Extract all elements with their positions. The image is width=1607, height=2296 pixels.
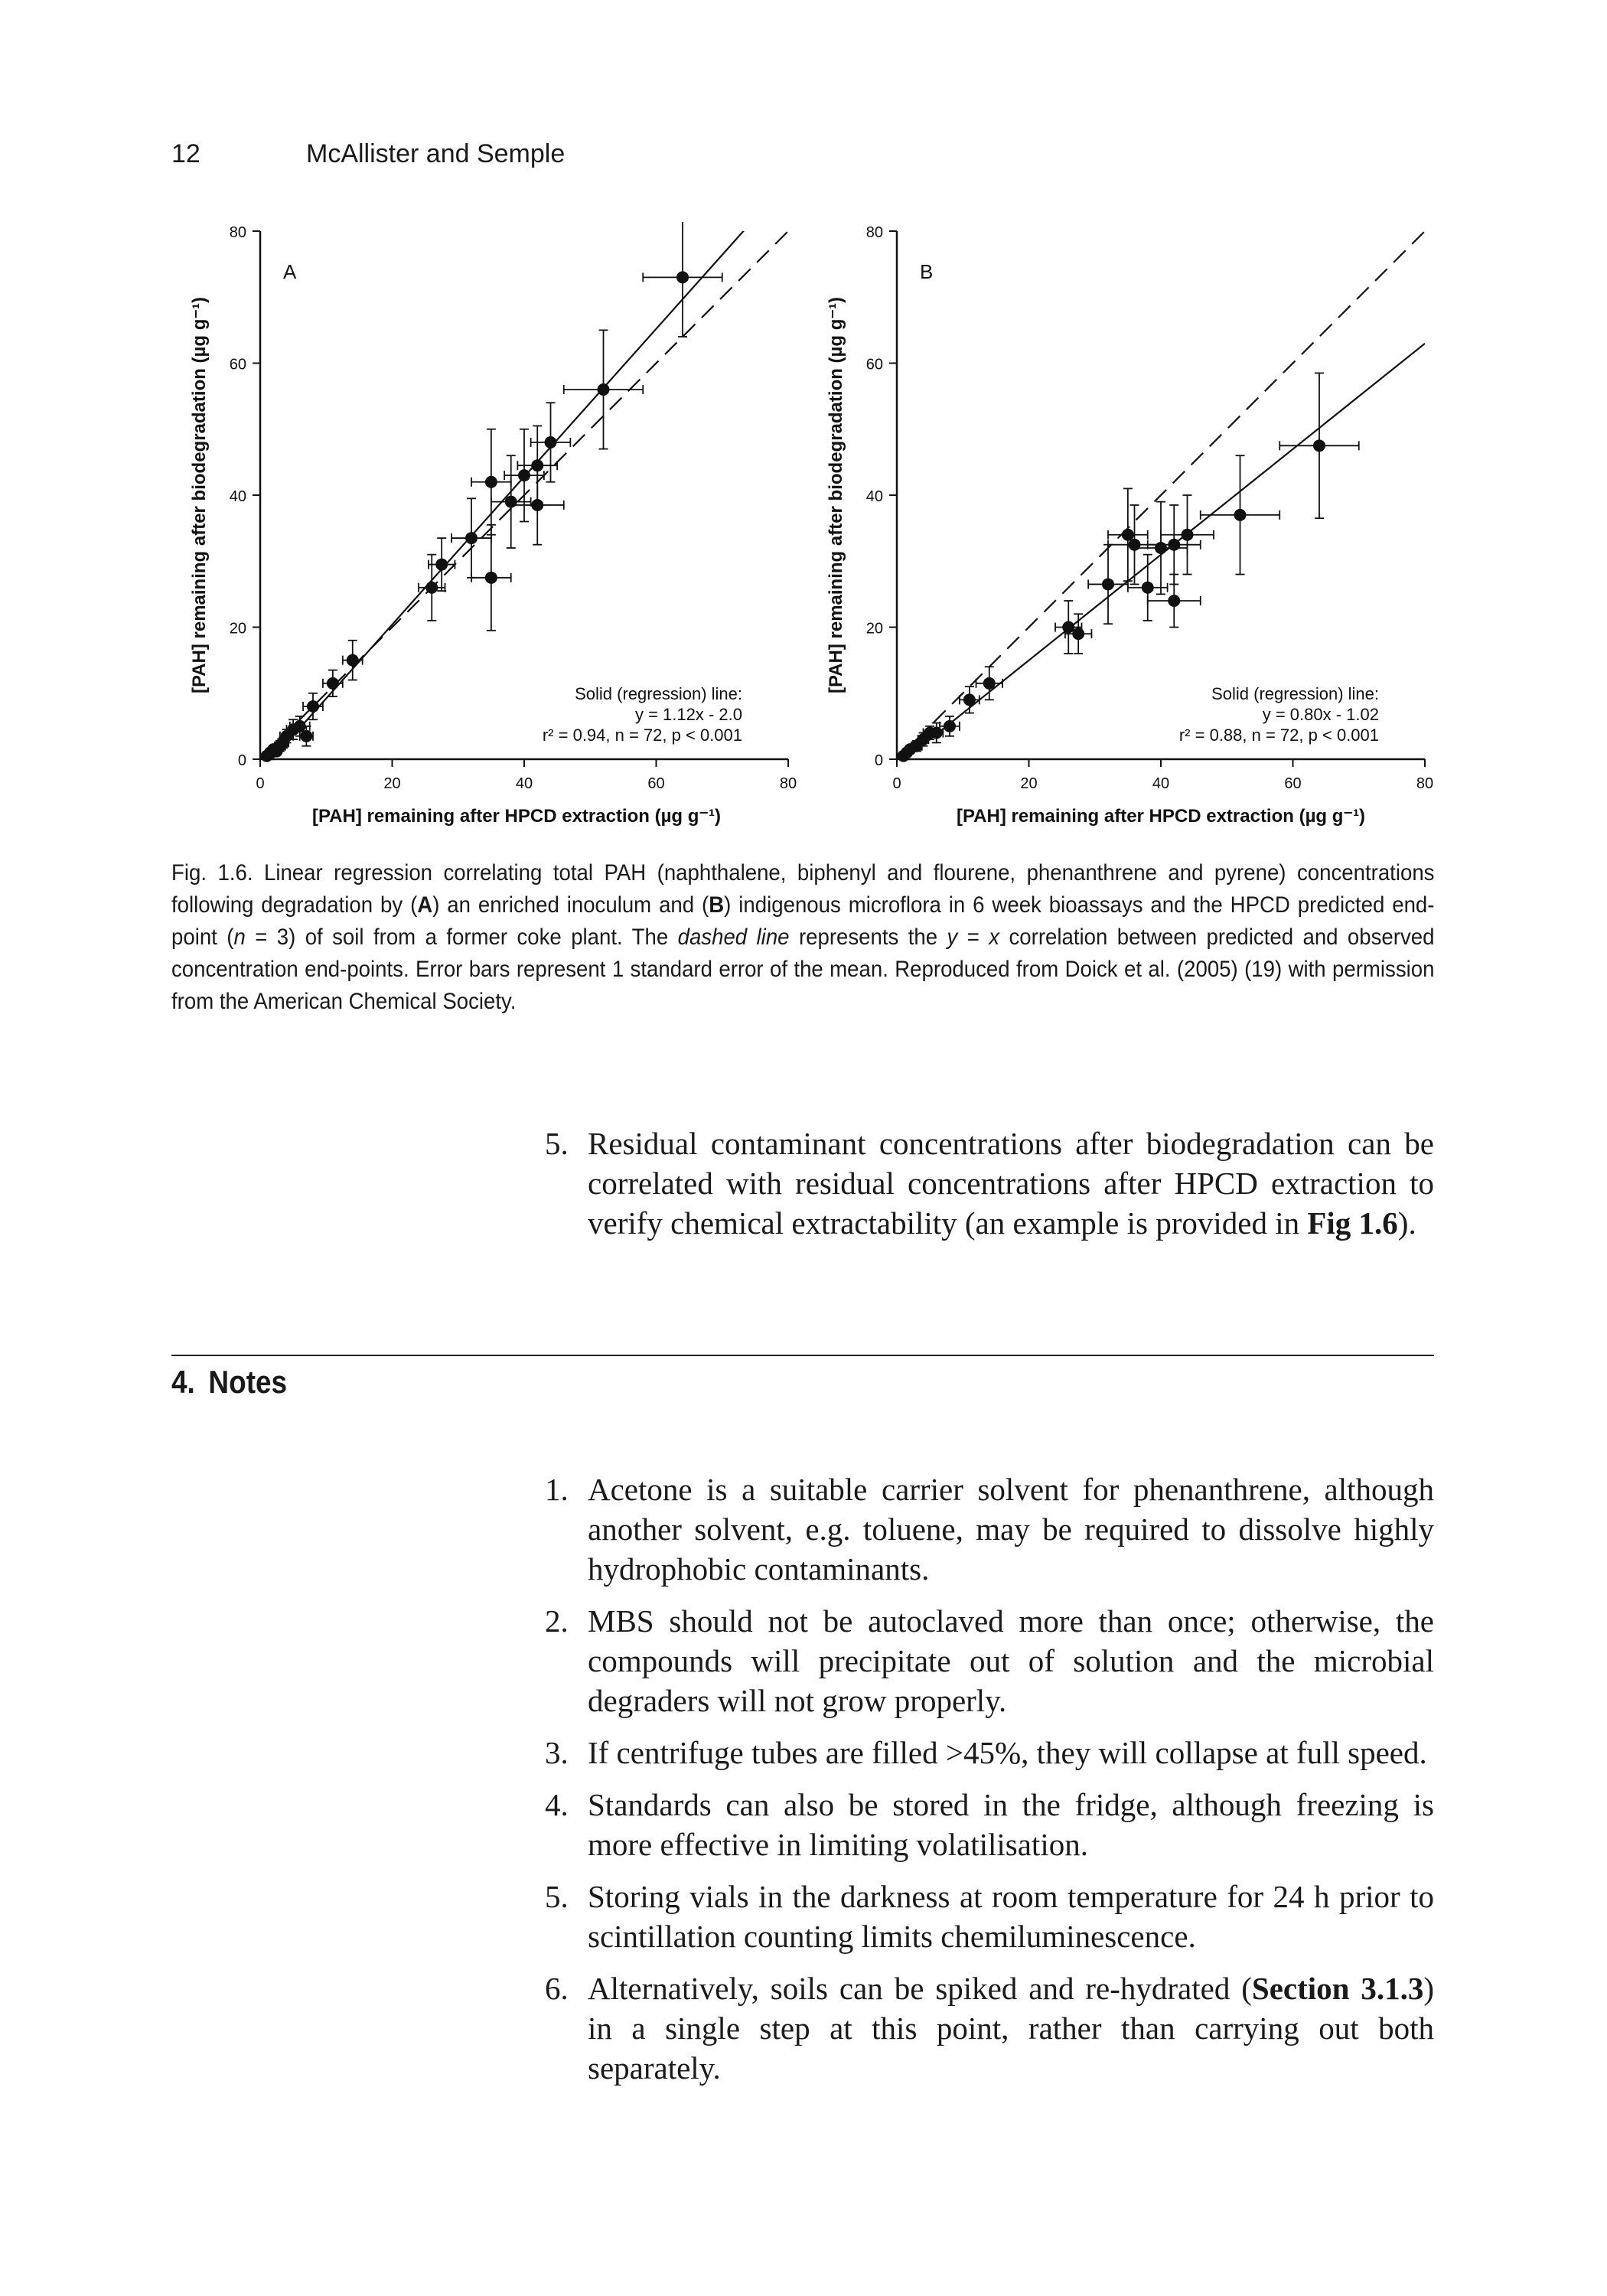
data-point xyxy=(1201,455,1280,574)
regression-annotation: Solid (regression) line: xyxy=(575,684,742,703)
notes-list xyxy=(545,1469,1434,2100)
x-tick-label: 20 xyxy=(383,775,401,792)
caption-run: Fig. 1.6. Linear regression correlating total PAH (naphthalene, biphenyl and flourene, phenanthrene and pyrene) concentrations following degradation by ( xyxy=(171,860,1435,918)
note-item xyxy=(545,1785,1434,1864)
caption-run: dashed line xyxy=(677,925,790,950)
data-point xyxy=(1108,488,1148,581)
note-item-text xyxy=(588,1787,1434,1862)
scatter-point xyxy=(983,677,996,690)
panel-label: B xyxy=(920,260,934,283)
procedure-item xyxy=(545,1124,1434,1243)
caption-run: x xyxy=(989,925,1000,950)
data-point xyxy=(471,525,511,631)
x-tick-label: 80 xyxy=(1416,775,1434,792)
x-tick-label: 60 xyxy=(1284,775,1302,792)
scatter-point xyxy=(327,677,339,690)
caption-run: A xyxy=(417,892,433,918)
note-item-number: 5. xyxy=(545,1879,569,1914)
note-item xyxy=(545,1469,1434,1589)
caption-run: n xyxy=(233,925,246,950)
procedure-item-text xyxy=(588,1126,1434,1241)
procedure-list xyxy=(545,1124,1434,1255)
section-number: 4. xyxy=(171,1364,195,1400)
caption-run: represents the xyxy=(789,925,947,950)
caption-run: ) an enriched inoculum and ( xyxy=(432,892,709,918)
chart-panel-a xyxy=(189,222,797,827)
x-tick-label: 60 xyxy=(647,775,665,792)
figure-caption xyxy=(171,857,1434,1018)
data-point xyxy=(1135,502,1188,595)
note-run: If centrifuge tubes are filled >45%, they will collapse at full speed. xyxy=(588,1735,1427,1770)
scatter-point xyxy=(676,271,689,283)
note-run: Acetone is a suitable carrier solvent for phenanthrene, although another solvent, e.g. toluene, may be required to dissolve highly hydrophobic contaminants. xyxy=(588,1472,1434,1587)
data-point xyxy=(1161,495,1214,575)
note-run: ) in a single step at this point, rather than carrying out both separately. xyxy=(588,1971,1434,2086)
regression-annotation: r² = 0.94, n = 72, p < 0.001 xyxy=(542,726,742,745)
note-item-text xyxy=(588,1472,1434,1587)
y-tick-label: 80 xyxy=(229,224,246,241)
data-point xyxy=(643,222,722,337)
x-tick-label: 80 xyxy=(779,775,797,792)
scatter-point xyxy=(485,572,497,584)
running-header xyxy=(171,139,565,169)
note-item-text xyxy=(588,1735,1427,1770)
note-item-text xyxy=(588,1879,1434,1954)
scatter-point xyxy=(307,700,319,713)
data-point xyxy=(451,498,491,578)
caption-run: = 3) of soil from a former coke plant. The xyxy=(245,925,678,950)
note-run: Standards can also be stored in the fridge, although freezing is more effective in limiting volatilisation. xyxy=(588,1787,1434,1862)
note-item-text xyxy=(588,1603,1434,1718)
section-heading xyxy=(171,1364,287,1401)
x-tick-label: 0 xyxy=(256,775,265,792)
caption-run: ) indigenous microflora in 6 week bioassays and the HPCD predicted end-point ( xyxy=(171,892,1435,950)
y-tick-label: 20 xyxy=(865,620,883,638)
regression-annotation: r² = 0.88, n = 72, p < 0.001 xyxy=(1178,726,1379,745)
data-point xyxy=(471,429,511,535)
note-run: Section 3.1.3 xyxy=(1251,1971,1424,2006)
y-axis-label: [PAH] remaining after biodegradation (µg g⁻¹) xyxy=(826,296,846,694)
note-item-number: 6. xyxy=(545,1971,569,2006)
scatter-point xyxy=(425,582,438,594)
scatter-point xyxy=(531,459,543,471)
scatter-point xyxy=(1168,595,1180,607)
procedure-item-number: 5. xyxy=(545,1126,569,1161)
procedure-run: ). xyxy=(1397,1205,1416,1241)
regression-annotation: y = 1.12x - 2.0 xyxy=(634,705,742,724)
data-point xyxy=(1148,505,1201,585)
scatter-point xyxy=(1234,509,1247,521)
scatter-point xyxy=(465,532,478,544)
scatter-point xyxy=(1168,539,1180,551)
figure-svg xyxy=(153,222,1454,865)
data-point xyxy=(960,687,980,713)
scatter-point xyxy=(545,436,557,448)
section-title: Notes xyxy=(208,1364,288,1400)
note-item xyxy=(545,1877,1434,1956)
scatter-point xyxy=(1142,582,1154,594)
note-run: Alternatively, soils can be spiked and re-hydrated ( xyxy=(588,1971,1252,2006)
x-tick-label: 40 xyxy=(1152,775,1170,792)
running-authors: McAllister and Semple xyxy=(306,139,566,168)
scatter-point xyxy=(435,559,448,571)
data-point xyxy=(303,693,323,720)
scatter-point xyxy=(300,730,312,742)
note-item-number: 3. xyxy=(545,1735,569,1770)
y-tick-label: 80 xyxy=(865,224,883,241)
section-rule xyxy=(171,1355,1434,1356)
x-tick-label: 0 xyxy=(892,775,901,792)
note-run: MBS should not be autoclaved more than once; otherwise, the compounds will precipitate out of solution and the microbial degraders will not grow properly. xyxy=(588,1603,1434,1718)
note-item-text xyxy=(588,1971,1434,2086)
y-axis-label: [PAH] remaining after biodegradation (µg g⁻¹) xyxy=(189,296,210,694)
chart-panel-b xyxy=(826,224,1433,827)
scatter-point xyxy=(1313,439,1325,452)
scatter-point xyxy=(963,693,976,706)
note-item-number: 1. xyxy=(545,1472,569,1507)
note-item xyxy=(545,1733,1434,1773)
scatter-point xyxy=(931,727,943,739)
scatter-point xyxy=(1182,529,1194,541)
y-tick-label: 40 xyxy=(865,488,883,505)
scatter-point xyxy=(944,720,956,732)
caption-run: correlation between predicted and observed concentration end-points. Error bars represent 1 standard error of the mean. Reproduced from Doick et al. (2005) (19) with permission from the American Chemical Society. xyxy=(171,925,1435,1014)
y-tick-label: 20 xyxy=(229,620,246,638)
data-point xyxy=(1088,545,1128,625)
figure-1-6 xyxy=(153,222,1454,865)
y-tick-label: 0 xyxy=(237,752,246,769)
x-axis-label: [PAH] remaining after HPCD extraction (µg g⁻¹) xyxy=(956,806,1366,827)
data-point xyxy=(1279,373,1359,518)
procedure-run: Residual contaminant concentrations after biodegradation can be correlated with residual concentrations after HPCD extraction to verify chemical extractability (an example is provided in xyxy=(588,1126,1434,1241)
regression-line xyxy=(272,222,788,759)
scatter-point xyxy=(1072,628,1084,640)
regression-annotation: y = 0.80x - 1.02 xyxy=(1262,705,1379,724)
y-tick-label: 60 xyxy=(229,356,246,373)
y-tick-label: 0 xyxy=(874,752,883,769)
note-item-number: 4. xyxy=(545,1787,569,1822)
y-tick-label: 40 xyxy=(229,488,246,505)
panel-label: A xyxy=(283,260,297,283)
note-run: Storing vials in the darkness at room temperature for 24 h prior to scintillation counting limits chemiluminescence. xyxy=(588,1879,1434,1954)
x-tick-label: 20 xyxy=(1020,775,1038,792)
data-point xyxy=(564,330,644,448)
scatter-point xyxy=(1155,542,1167,554)
caption-run: y xyxy=(947,925,958,950)
caption-run: B xyxy=(709,892,725,918)
scatter-point xyxy=(518,469,530,481)
scatter-point xyxy=(1102,578,1114,590)
note-item-number: 2. xyxy=(545,1603,569,1639)
scatter-point xyxy=(598,383,610,396)
data-point xyxy=(976,667,1003,700)
note-item xyxy=(545,1601,1434,1720)
scatter-point xyxy=(485,476,497,488)
x-tick-label: 40 xyxy=(515,775,533,792)
y-tick-label: 60 xyxy=(865,356,883,373)
caption-run: = xyxy=(957,925,989,950)
scatter-point xyxy=(347,654,359,667)
x-axis-label: [PAH] remaining after HPCD extraction (µg g⁻¹) xyxy=(311,806,722,827)
regression-annotation: Solid (regression) line: xyxy=(1211,684,1379,703)
procedure-run: Fig 1.6 xyxy=(1307,1205,1398,1241)
page-number: 12 xyxy=(171,139,200,168)
note-item xyxy=(545,1968,1434,2088)
